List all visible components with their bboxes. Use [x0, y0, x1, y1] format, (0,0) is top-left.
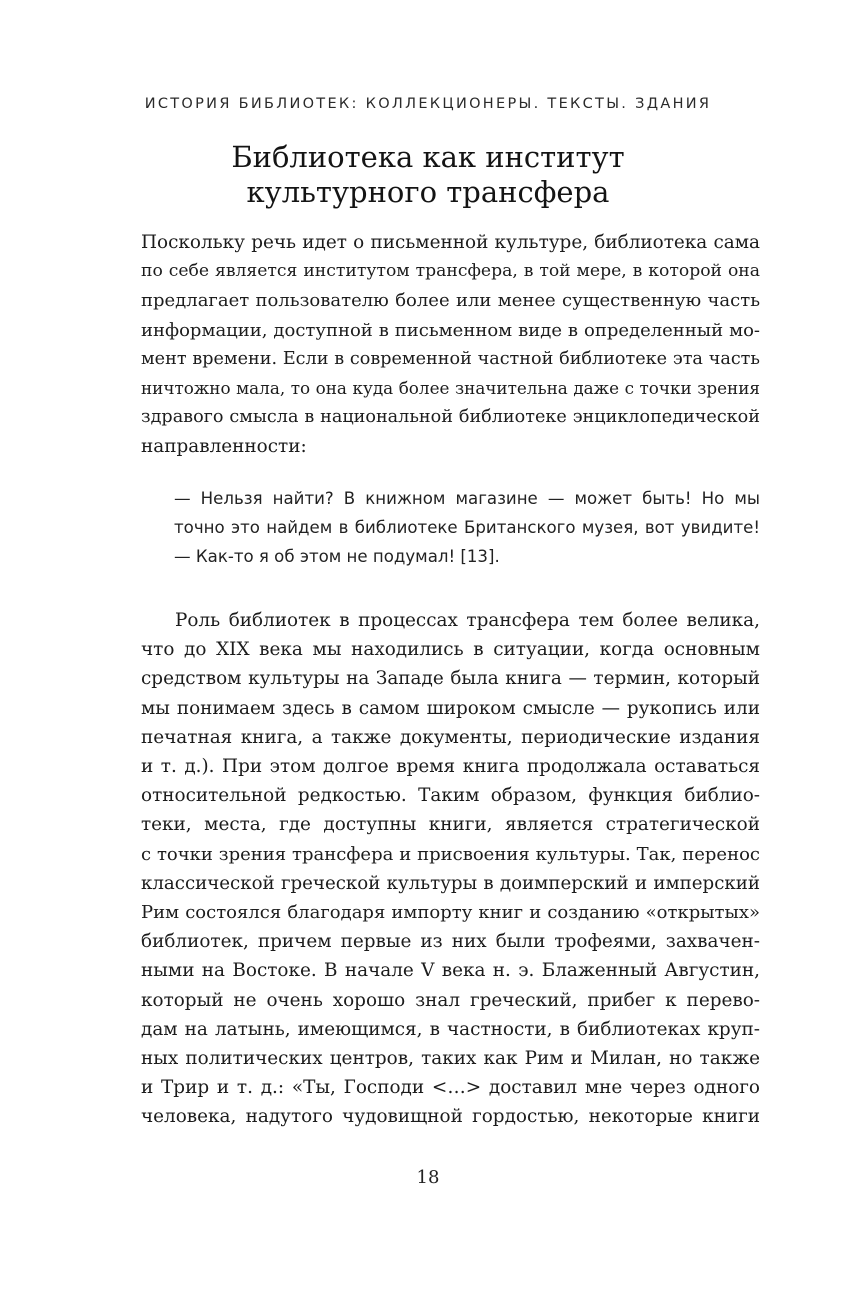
chapter-title-line-2: культурного трансфера: [246, 175, 610, 209]
paragraph-line: мент времени. Если в современной частной библиотеке эта часть: [141, 348, 760, 369]
paragraph-line: что до XIX века мы находились в ситуации, когда основным: [141, 639, 760, 661]
paragraph-line: печатная книга, а также документы, периодические издания: [141, 726, 760, 748]
paragraph-line: дам на латынь, имеющимся, в частности, в библиотеках круп-: [141, 1018, 760, 1040]
paragraph-line: Роль библиотек в процессах трансфера тем более велика,: [175, 610, 760, 631]
quote-line: — Как-то я об этом не подумал! [13].: [174, 547, 500, 566]
chapter-title: [0, 140, 856, 210]
quote-line: — Нельзя найти? В книжном магазине — может быть! Но мы: [174, 489, 760, 508]
paragraph-line: здравого смысла в национальной библиотеке энциклопедической: [141, 407, 760, 428]
paragraph-line: ничтожно мала, то она куда более значительна даже с точки зрения: [141, 378, 760, 399]
paragraph-line: классической греческой культуры в доимперский и имперский: [141, 872, 760, 894]
quote-line: точно это найдем в библиотеке Британского музея, вот увидите!: [174, 518, 760, 537]
paragraph-line: Рим состоялся благодаря импорту книг и созданию «открытых»: [141, 902, 760, 924]
page-number: 18: [416, 1167, 440, 1188]
paragraph-2: [141, 606, 760, 1132]
paragraph-line: ными на Востоке. В начале V века н. э. Блаженный Августин,: [141, 960, 760, 982]
paragraph-line: Поскольку речь идет о письменной культуре, библиотека сама: [141, 232, 760, 253]
paragraph-line: по себе является институтом трансфера, в той мере, в которой она: [141, 261, 760, 282]
running-head: ИСТОРИЯ БИБЛИОТЕК: КОЛЛЕКЦИОНЕРЫ. ТЕКСТЫ. ЗДАНИЯ: [144, 96, 712, 112]
paragraph-line: с точки зрения трансфера и присвоения культуры. Так, перенос: [141, 843, 760, 865]
paragraph-line: и т. д.). При этом долгое время книга продолжала оставаться: [141, 756, 760, 778]
chapter-title-line-1: Библиотека как институт: [231, 140, 625, 174]
paragraph-line: мы понимаем здесь в самом широком смысле — рукопись или: [141, 697, 760, 719]
paragraph-line: теки, места, где доступны книги, является стратегической: [141, 814, 760, 836]
paragraph-line: средством культуры на Западе была книга — термин, который: [141, 668, 760, 690]
paragraph-line: и Трир и т. д.: «Ты, Господи <…> доставил мне через одного: [141, 1077, 760, 1099]
paragraph-1: [141, 228, 760, 462]
paragraph-line: библиотек, причем первые из них были трофеями, захвачен-: [141, 931, 760, 953]
dialogue-quote: [174, 484, 760, 571]
paragraph-line: который не очень хорошо знал греческий, прибег к перево-: [141, 989, 760, 1011]
paragraph-line: человека, надутого чудовищной гордостью, некоторые книги: [141, 1106, 760, 1128]
paragraph-line: относительной редкостью. Таким образом, функция библио-: [141, 785, 760, 807]
paragraph-line: ных политических центров, таких как Рим и Милан, но также: [141, 1048, 760, 1070]
paragraph-line: предлагает пользователю более или менее существенную часть: [141, 290, 760, 312]
paragraph-line: направленности:: [141, 436, 307, 458]
paragraph-line: информации, доступной в письменном виде в определенный мо-: [141, 319, 760, 341]
